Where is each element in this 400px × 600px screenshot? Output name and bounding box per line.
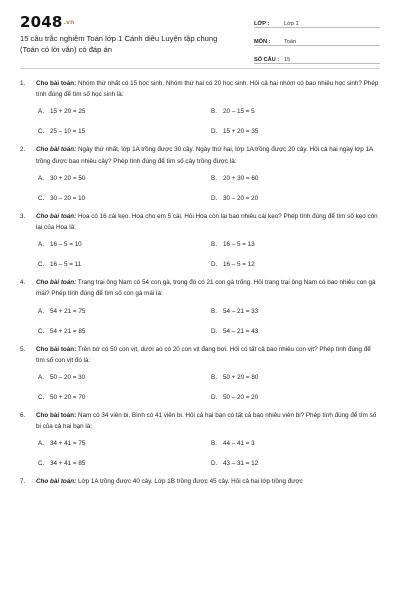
option-letter: B. — [211, 108, 217, 116]
question-number: 3. — [20, 212, 26, 220]
question-number: 4. — [20, 279, 26, 287]
option-text: 34 + 41 = 75 — [50, 440, 86, 448]
question-head — [20, 211, 380, 233]
answer-options — [38, 174, 380, 203]
option-letter: C. — [38, 128, 45, 136]
answer-option[interactable] — [38, 307, 211, 316]
answer-options — [38, 373, 380, 402]
answer-options — [38, 107, 380, 136]
answer-option[interactable] — [38, 373, 211, 382]
question-list — [20, 78, 380, 495]
option-text: 15 + 20 = 25 — [50, 108, 86, 116]
answer-option[interactable] — [211, 260, 361, 269]
option-text: 20 – 15 = 5 — [223, 108, 255, 116]
answer-option[interactable] — [211, 393, 361, 402]
answer-option[interactable] — [38, 107, 211, 116]
option-text: 54 + 21 = 85 — [50, 327, 86, 335]
question-text — [36, 344, 380, 366]
option-text: 30 – 20 = 10 — [50, 194, 86, 202]
answer-option[interactable] — [38, 174, 211, 183]
meta-key: SỐ CÂU : — [254, 57, 280, 63]
question-number: 6. — [20, 412, 26, 420]
option-letter: C. — [38, 460, 45, 468]
question-head — [20, 476, 380, 487]
header-divider — [20, 68, 380, 69]
option-letter: D. — [211, 128, 218, 136]
question-item — [20, 78, 380, 136]
answer-option[interactable] — [211, 439, 361, 448]
option-letter: A. — [38, 374, 44, 382]
question-head — [20, 78, 380, 100]
answer-option[interactable] — [211, 327, 361, 336]
meta-row-class — [254, 14, 380, 28]
question-body: Trên bờ có 50 con vịt, dưới ao có 20 con vịt đang bơi. Hỏi có tất cả bao nhiêu con vịt? Phép tính đúng để tìm số con vịt đó là: — [36, 345, 371, 364]
answer-options — [38, 240, 380, 269]
option-text: 30 – 20 = 20 — [223, 194, 259, 202]
question-head — [20, 277, 380, 299]
option-text: 16 – 5 = 12 — [223, 261, 255, 269]
question-body: Nhóm thứ nhất có 15 học sinh. Nhóm thứ hai có 20 học sinh. Hỏi cả hai nhóm có bao nhiêu học sinh? Phép tính đúng để tìm số học sinh là: — [36, 80, 379, 99]
option-letter: C. — [38, 261, 45, 269]
option-text: 50 + 20 = 80 — [223, 374, 259, 382]
option-text: 54 – 21 = 43 — [223, 327, 259, 335]
option-text: 44 – 41 = 3 — [223, 440, 255, 448]
question-item — [20, 410, 380, 468]
question-body: Ngày thứ nhất, lớp 1A trồng được 30 cây. Ngày thứ hai, lớp 1A trồng được 20 cây. Hỏi cả hai ngày lớp 1A trồng được bao nhiêu cây? Phép tính đúng để tìm số cây trồng được là: — [36, 146, 373, 165]
option-letter: B. — [211, 174, 217, 182]
option-text: 20 + 30 = 60 — [223, 174, 259, 182]
option-text: 54 – 21 = 33 — [223, 307, 259, 315]
answer-option[interactable] — [38, 240, 211, 249]
option-letter: A. — [38, 440, 44, 448]
option-letter: A. — [38, 108, 44, 116]
meta-value: Toán — [284, 39, 297, 45]
option-text: 50 – 20 = 30 — [50, 374, 86, 382]
answer-option[interactable] — [38, 327, 211, 336]
answer-option[interactable] — [38, 260, 211, 269]
answer-option[interactable] — [211, 174, 361, 183]
question-item — [20, 476, 380, 487]
question-item — [20, 211, 380, 269]
question-number: 1. — [20, 80, 26, 87]
site-logo[interactable] — [20, 13, 75, 31]
meta-row-count — [254, 50, 380, 64]
meta-key: LỚP : — [254, 21, 270, 27]
answer-option[interactable] — [38, 194, 211, 203]
question-head — [20, 344, 380, 366]
question-item — [20, 344, 380, 402]
answer-option[interactable] — [38, 459, 211, 468]
option-letter: C. — [38, 194, 45, 202]
meta-value: Lớp 1 — [284, 21, 299, 27]
option-text: 34 + 41 = 85 — [50, 460, 86, 468]
question-number: 7. — [20, 478, 26, 486]
meta-row-subject — [254, 32, 380, 46]
option-text: 54 + 21 = 75 — [50, 307, 86, 315]
answer-option[interactable] — [38, 439, 211, 448]
question-text — [36, 211, 380, 233]
question-text — [36, 410, 380, 432]
question-label: Cho bài toán: — [36, 212, 77, 220]
option-text: 16 – 5 = 13 — [223, 241, 255, 249]
answer-option[interactable] — [211, 240, 361, 249]
document-title: 15 câu trắc nghiệm Toán lớp 1 Cánh diều Luyện tập chung (Toán có lời văn) có đáp án — [20, 34, 218, 54]
question-item — [20, 144, 380, 202]
option-letter: C. — [38, 327, 45, 335]
answer-option[interactable] — [38, 127, 211, 136]
answer-option[interactable] — [211, 127, 361, 136]
question-label: Cho bài toán: — [36, 412, 77, 420]
answer-option[interactable] — [211, 373, 361, 382]
answer-options — [38, 439, 380, 468]
option-text: 16 – 5 = 11 — [50, 261, 82, 269]
question-body: Trang trại ông Nam có 54 con gà, trong đó có 21 con gà trống. Hỏi trang trại ông Nam có bao nhiêu con gà mái? Phép tính đúng để tìm số con gà mái là: — [36, 279, 376, 298]
question-label: Cho bài toán: — [36, 146, 77, 154]
option-text: 25 – 10 = 15 — [50, 128, 86, 136]
question-text — [36, 78, 380, 100]
question-number: 2. — [20, 146, 26, 154]
question-label: Cho bài toán: — [36, 478, 77, 486]
option-letter: B. — [211, 241, 217, 249]
answer-option[interactable] — [211, 194, 361, 203]
option-text: 30 + 20 = 50 — [50, 174, 86, 182]
question-body: Lớp 1A trồng được 40 cây. Lớp 1B trồng được 45 cây. Hỏi cả hai lớp trồng được — [77, 478, 303, 486]
logo-text: 2048 — [20, 13, 63, 31]
question-text — [36, 476, 380, 485]
question-item — [20, 277, 380, 335]
question-head — [20, 410, 380, 432]
option-letter: D. — [211, 261, 218, 269]
logo-suffix: .vn — [63, 19, 75, 26]
option-text: 50 + 20 = 70 — [50, 394, 86, 402]
option-letter: D. — [211, 327, 218, 335]
option-text: 15 + 20 = 35 — [223, 128, 259, 136]
option-letter: B. — [211, 440, 217, 448]
question-text — [36, 144, 380, 166]
question-label: Cho bài toán: — [36, 345, 77, 353]
option-letter: B. — [211, 307, 217, 315]
option-letter: D. — [211, 460, 218, 468]
option-letter: D. — [211, 394, 218, 402]
option-letter: A. — [38, 307, 44, 315]
option-letter: C. — [38, 394, 45, 402]
question-body: Nam có 34 viên bi. Bình có 41 viên bi. Hỏi cả hai bạn có tất cả bao nhiêu viên bi? Phép tính đúng để tìm số bi của cả hai bạn là: — [36, 412, 377, 431]
question-body: Hoa có 16 cái kẹo. Hoa cho em 5 cái. Hỏi Hoa còn lại bao nhiêu cái kẹo? Phép tính đúng để tìm số kẹo còn lại của Hoa là: — [36, 212, 378, 232]
answer-option[interactable] — [211, 307, 361, 316]
answer-option[interactable] — [211, 107, 361, 116]
option-text: 43 – 31 = 12 — [223, 460, 259, 468]
question-number: 5. — [20, 345, 26, 353]
question-label: Cho bài toán: — [36, 279, 77, 287]
meta-box — [254, 14, 380, 68]
option-text: 50 – 20 = 20 — [223, 394, 259, 402]
option-letter: A. — [38, 241, 44, 249]
answer-option[interactable] — [211, 459, 361, 468]
option-letter: B. — [211, 374, 217, 382]
answer-option[interactable] — [38, 393, 211, 402]
question-text — [36, 277, 380, 299]
meta-key: MÔN : — [254, 39, 271, 45]
option-text: 16 – 5 = 10 — [50, 241, 82, 249]
answer-options — [38, 307, 380, 336]
question-label: Cho bài toán: — [36, 80, 77, 87]
option-letter: A. — [38, 174, 44, 182]
question-head — [20, 144, 380, 166]
option-letter: D. — [211, 194, 218, 202]
meta-value: 15 — [284, 57, 291, 63]
